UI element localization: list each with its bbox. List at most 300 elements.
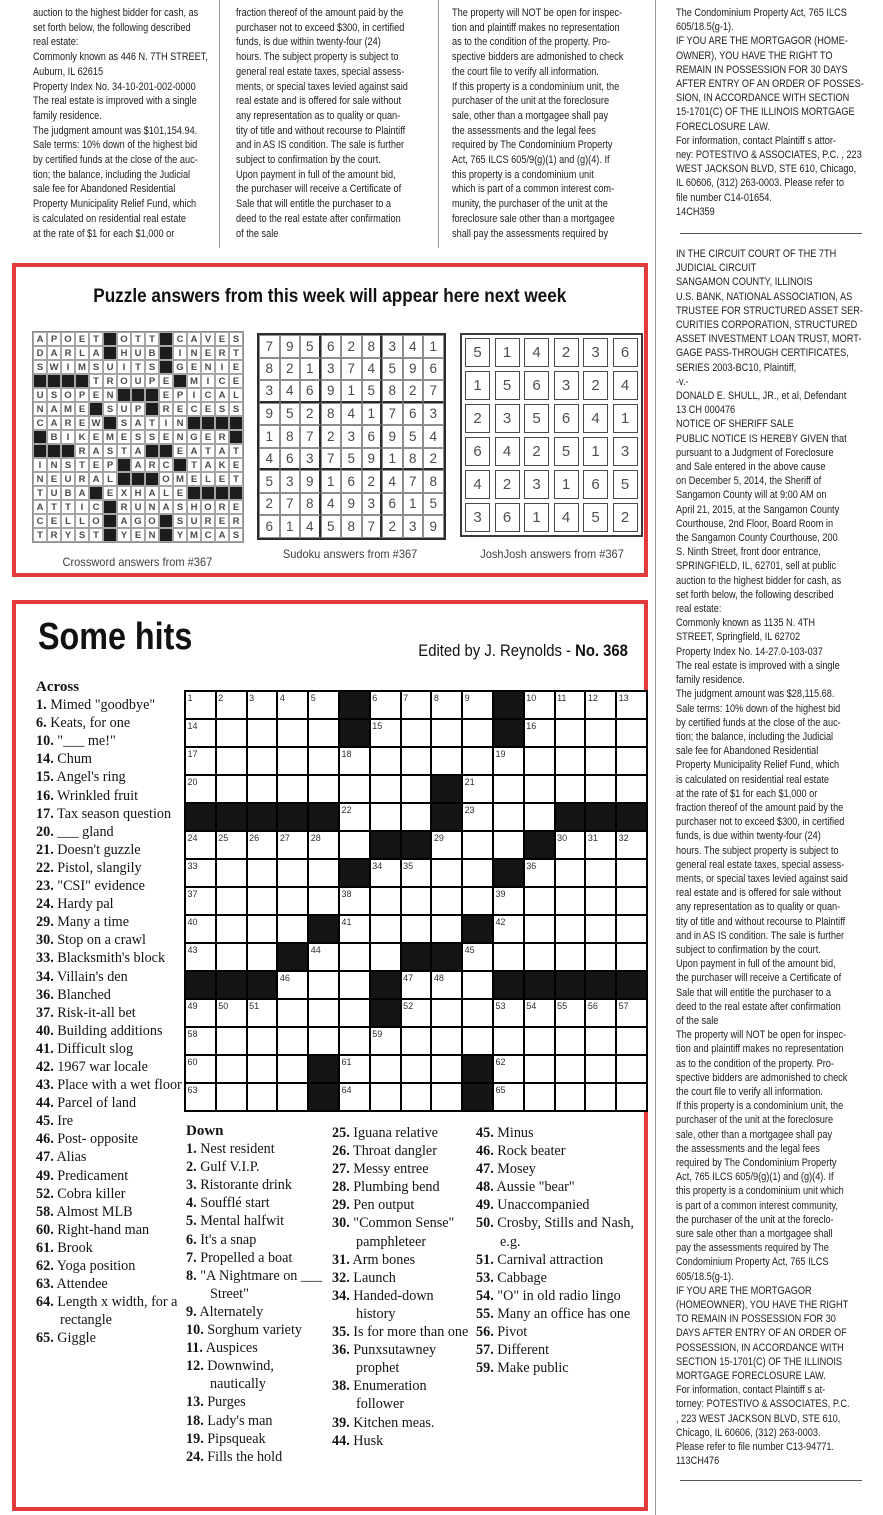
joshjosh-cell: 6 — [554, 404, 579, 433]
text-line: the assessments and the legal fees — [452, 124, 596, 137]
sudoku-cell: 9 — [403, 358, 424, 381]
sudoku-cell: 1 — [280, 515, 301, 538]
text-line: sale fee for Abandoned Residential — [676, 745, 819, 758]
text-line: PUBLIC NOTICE IS HEREBY GIVEN that — [676, 432, 847, 445]
answer-letter-cell: E — [131, 528, 145, 542]
puzzle-answers-box — [12, 263, 648, 577]
clue-number: 54. — [476, 1287, 494, 1304]
answer-letter-cell: R — [229, 514, 243, 528]
sudoku-cell: 2 — [423, 448, 444, 471]
puzzle-byline: Edited by J. Reynolds - No. 368 — [418, 642, 628, 660]
black-square — [585, 803, 616, 831]
answer-letter-cell: I — [159, 416, 173, 430]
text-line: real estate and is offered for sale without — [676, 887, 842, 900]
sudoku-cell: 7 — [382, 403, 403, 426]
joshjosh-cell: 1 — [524, 503, 549, 532]
clue: 35. Is for more than one — [332, 1324, 469, 1341]
text-line: Chicago, IL 60606, (312) 263-0003. — [676, 1426, 821, 1439]
text-line: POSSESSION, IN ACCORDANCE WITH — [676, 1341, 844, 1354]
sudoku-cell: 3 — [341, 425, 362, 448]
grid-square — [555, 915, 586, 943]
grid-square — [585, 691, 616, 719]
black-cell — [33, 444, 47, 458]
black-square — [493, 691, 524, 719]
sudoku-cell: 3 — [403, 515, 424, 538]
text-line: subject to confirmation by the court. — [236, 154, 381, 167]
clue: 57. Different — [476, 1342, 550, 1359]
clue: 19. Pipsqueak — [186, 1430, 266, 1447]
clue: 52. Cobra killer — [36, 1185, 126, 1202]
black-cell — [187, 486, 201, 500]
clue: 26. Throat dangler — [332, 1143, 437, 1160]
clue: 16. Wrinkled fruit — [36, 787, 139, 804]
sudoku-cell: 2 — [362, 470, 383, 493]
grid-square — [493, 943, 524, 971]
answer-letter-cell: E — [201, 346, 215, 360]
text-line: deed to the real estate after confirmation — [236, 212, 401, 225]
answer-letter-cell: E — [89, 430, 103, 444]
clue-number: 38. — [332, 1378, 350, 1395]
answer-letter-cell: E — [229, 500, 243, 514]
grid-square — [277, 915, 308, 943]
square-number: 10 — [526, 692, 537, 703]
clue: 59. Make public — [476, 1360, 569, 1377]
answer-letter-cell: T — [117, 444, 131, 458]
grid-square — [431, 915, 462, 943]
black-cell — [229, 486, 243, 500]
square-number: 28 — [310, 832, 321, 843]
grid-square — [493, 999, 524, 1027]
answer-letter-cell: A — [215, 528, 229, 542]
clue: 24. Fills the hold — [186, 1448, 283, 1465]
clue-number: 27. — [332, 1161, 350, 1178]
answer-letter-cell: U — [103, 360, 117, 374]
grid-square — [616, 1055, 647, 1083]
black-square — [370, 831, 401, 859]
across-header: Across — [36, 679, 80, 695]
text-line: real estate: — [33, 36, 79, 49]
joshjosh-cell: 3 — [495, 404, 520, 433]
text-line: For information, contact Plaintiff s attor- — [676, 134, 836, 147]
grid-square — [555, 943, 586, 971]
clue-number: 7. — [186, 1249, 197, 1266]
grid-square — [216, 915, 247, 943]
clue-number: 53. — [476, 1269, 494, 1286]
grid-square — [370, 719, 401, 747]
grid-square — [401, 887, 432, 915]
clue-number: 49. — [476, 1197, 494, 1214]
clue: 1. Nest resident — [186, 1141, 275, 1158]
square-number: 57 — [618, 1000, 629, 1011]
answer-letter-cell: S — [131, 430, 145, 444]
sudoku-cell: 8 — [403, 448, 424, 471]
sudoku-cell: 7 — [321, 448, 342, 471]
grid-square — [339, 1027, 370, 1055]
answer-letter-cell: T — [33, 528, 47, 542]
clue-number: 19. — [186, 1430, 204, 1447]
answer-letter-cell: E — [75, 402, 89, 416]
answer-letter-cell: O — [117, 374, 131, 388]
grid-square — [185, 1027, 216, 1055]
black-square — [185, 803, 216, 831]
clue: 13. Purges — [186, 1394, 246, 1411]
answer-letter-cell: T — [229, 444, 243, 458]
clue-number: 18. — [186, 1412, 204, 1429]
clue: 60. Right-hand man — [36, 1221, 150, 1238]
text-line: 605/18.5(g-1). — [676, 21, 734, 34]
answer-letter-cell: E — [103, 486, 117, 500]
legal-notice-right-column-block1 — [676, 6, 883, 219]
black-square — [462, 1083, 493, 1111]
clue: 44. Husk — [332, 1432, 384, 1449]
black-square — [339, 859, 370, 887]
grid-square — [493, 747, 524, 775]
answer-letter-cell: A — [187, 444, 201, 458]
clue-number: 36. — [36, 986, 54, 1003]
square-number: 3 — [249, 692, 255, 703]
answer-letter-cell: N — [33, 402, 47, 416]
grid-square — [585, 1055, 616, 1083]
text-line: Act, 765 ILCS 605/9(g)(1) and (g)(4). If — [676, 1171, 834, 1184]
grid-square — [277, 691, 308, 719]
joshjosh-cell: 2 — [465, 404, 490, 433]
grid-square — [216, 887, 247, 915]
grid-square — [493, 915, 524, 943]
square-number: 9 — [464, 692, 470, 703]
clue: 48. Aussie "bear" — [476, 1179, 575, 1196]
answer-letter-cell: S — [145, 430, 159, 444]
clue-number: 64. — [36, 1294, 54, 1311]
grid-square — [555, 747, 586, 775]
clue: 49. Predicament — [36, 1167, 129, 1184]
square-number: 34 — [372, 860, 383, 871]
answer-letter-cell: U — [131, 500, 145, 514]
grid-square — [370, 943, 401, 971]
clue-number: 22. — [36, 859, 54, 876]
joshjosh-cell: 4 — [554, 503, 579, 532]
answer-letter-cell: B — [61, 486, 75, 500]
text-line: of the sale — [676, 1014, 719, 1027]
answer-letter-cell: I — [201, 374, 215, 388]
clue-number: 30. — [36, 932, 54, 949]
answer-letter-cell: E — [75, 332, 89, 346]
answer-letter-cell: E — [215, 332, 229, 346]
grid-square — [370, 1083, 401, 1111]
sudoku-cell: 1 — [321, 470, 342, 493]
grid-square — [555, 831, 586, 859]
grid-square — [401, 999, 432, 1027]
text-line: the assessments and the legal fees — [676, 1142, 820, 1155]
clue: 34. Villain's den — [36, 968, 128, 985]
grid-square — [308, 691, 339, 719]
clue-number: 49. — [36, 1167, 54, 1184]
grid-square — [493, 831, 524, 859]
answer-letter-cell: E — [229, 374, 243, 388]
answer-letter-cell: A — [89, 472, 103, 486]
black-cell — [159, 514, 173, 528]
text-line: IF YOU ARE THE MORTGAGOR — [676, 1284, 812, 1297]
answer-letter-cell: S — [173, 500, 187, 514]
grid-square — [616, 775, 647, 803]
joshjosh-cell: 5 — [524, 404, 549, 433]
text-line: ments, or special taxes levied against said — [676, 872, 848, 885]
answer-letter-cell: S — [229, 402, 243, 416]
clue-number: 50. — [476, 1215, 494, 1232]
grid-square — [277, 719, 308, 747]
joshjosh-cell: 5 — [554, 437, 579, 466]
grid-square — [401, 775, 432, 803]
clue-number: 33. — [36, 950, 54, 967]
text-line: purchaser of the unit at the foreclosure — [676, 1114, 834, 1127]
grid-square — [185, 775, 216, 803]
text-line: auction to the highest bidder for cash, as — [676, 574, 842, 587]
clue-number: 62. — [36, 1258, 54, 1274]
clue-number: 56. — [476, 1324, 494, 1341]
square-number: 51 — [249, 1000, 260, 1011]
answer-letter-cell: A — [131, 458, 145, 472]
square-number: 17 — [187, 748, 198, 759]
black-square — [524, 971, 555, 999]
text-line: required by The Condominium Property — [676, 1157, 837, 1169]
legal-notice-right-column-block2 — [676, 247, 883, 1468]
sudoku-cell: 1 — [362, 403, 383, 426]
clue: 44. Parcel of land — [36, 1095, 137, 1112]
answer-letter-cell: E — [173, 402, 187, 416]
answer-letter-cell: A — [33, 332, 47, 346]
black-cell — [103, 416, 117, 430]
down-clues-column-2 — [332, 1124, 476, 1450]
text-line: TRUSTEE FOR STRUCTURED ASSET SER- — [676, 304, 863, 317]
text-line: at the rate of $1 for each $1,000 or — [676, 787, 818, 800]
answer-letter-cell: S — [145, 360, 159, 374]
clue-number: 59. — [476, 1360, 494, 1377]
sudoku-cell: 4 — [341, 403, 362, 426]
clue: 41. Difficult slog — [36, 1040, 134, 1057]
grid-square — [216, 859, 247, 887]
clue-number: 29. — [332, 1197, 350, 1214]
answer-letter-cell: I — [75, 500, 89, 514]
sudoku-cell: 1 — [382, 448, 403, 471]
joshjosh-cell: 2 — [583, 371, 608, 400]
answer-letter-cell: T — [75, 458, 89, 472]
crossword-puzzle-box — [12, 600, 648, 1511]
grid-square — [277, 1055, 308, 1083]
square-number: 18 — [341, 748, 352, 759]
crossword-answer-caption: Crossword answers from #367 — [62, 555, 212, 569]
clue: 64. Length x width, for a rectangle — [36, 1294, 178, 1329]
square-number: 61 — [341, 1056, 352, 1067]
answer-letter-cell: I — [173, 346, 187, 360]
sudoku-cell: 1 — [259, 425, 280, 448]
answer-letter-cell: R — [47, 528, 61, 542]
black-cell — [117, 458, 131, 472]
answer-letter-cell: M — [187, 374, 201, 388]
clue-number: 11. — [186, 1340, 203, 1357]
grid-square — [462, 775, 493, 803]
grid-square — [308, 971, 339, 999]
grid-square — [401, 719, 432, 747]
grid-square — [185, 915, 216, 943]
text-line: ments, or special taxes levied against said — [236, 80, 408, 93]
grid-square — [216, 1027, 247, 1055]
answer-letter-cell: A — [145, 486, 159, 500]
grid-square — [493, 1055, 524, 1083]
answer-letter-cell: H — [131, 486, 145, 500]
clue-number: 61. — [36, 1239, 54, 1256]
black-square — [431, 943, 462, 971]
black-cell — [201, 486, 215, 500]
answer-letter-cell: A — [117, 514, 131, 528]
answer-letter-cell: E — [229, 458, 243, 472]
clue: 63. Attendee — [36, 1276, 108, 1293]
clue: 29. Many a time — [36, 914, 129, 931]
sudoku-cell: 2 — [280, 358, 301, 381]
answer-letter-cell: R — [215, 430, 229, 444]
puzzle-number: No. 368 — [575, 642, 628, 660]
clue: 4. Soufflé start — [186, 1195, 270, 1212]
down-header: Down — [186, 1123, 224, 1139]
black-square — [616, 803, 647, 831]
answer-letter-cell: V — [201, 332, 215, 346]
sudoku-cell: 6 — [341, 470, 362, 493]
grid-square — [431, 999, 462, 1027]
text-line: sale, other than a mortgagee shall pay — [676, 1128, 833, 1141]
answer-letter-cell: T — [187, 458, 201, 472]
grid-square — [462, 1027, 493, 1055]
answer-letter-cell: T — [131, 332, 145, 346]
text-line: purchaser not to exceed $300, in certified — [236, 21, 405, 34]
grid-square — [339, 1083, 370, 1111]
grid-square — [247, 1083, 278, 1111]
grid-square — [247, 691, 278, 719]
square-number: 47 — [403, 972, 414, 983]
text-line: which is part of a common interest com- — [452, 183, 615, 196]
clue: 30. Stop on a crawl — [36, 932, 146, 949]
text-line: The judgment amount was $101,154.94. — [33, 124, 198, 137]
grid-square — [555, 887, 586, 915]
clue: 2. Gulf V.I.P. — [186, 1159, 260, 1176]
text-line: 14CH359 — [676, 205, 715, 218]
square-number: 30 — [557, 832, 568, 843]
clue: 28. Plumbing bend — [332, 1179, 440, 1196]
clue-number: 52. — [36, 1185, 54, 1202]
grid-square — [555, 1027, 586, 1055]
grid-square — [555, 859, 586, 887]
joshjosh-cell: 6 — [465, 437, 490, 466]
answer-letter-cell: O — [117, 332, 131, 346]
grid-square — [462, 831, 493, 859]
joshjosh-cell: 5 — [583, 503, 608, 532]
answer-letter-cell: M — [61, 402, 75, 416]
black-cell — [117, 388, 131, 402]
sudoku-cell: 3 — [300, 448, 321, 471]
clue-number: 51. — [476, 1251, 494, 1268]
clue: 61. Brook — [36, 1239, 93, 1256]
grid-square — [339, 831, 370, 859]
grid-square — [401, 803, 432, 831]
text-line: general real estate taxes, special assess- — [676, 858, 845, 871]
grid-square — [431, 859, 462, 887]
answer-letter-cell: A — [47, 402, 61, 416]
text-line: For information, contact Plaintiff s at- — [676, 1384, 826, 1397]
answer-letter-cell: S — [75, 528, 89, 542]
answer-letter-cell: T — [145, 332, 159, 346]
clue: 54. "O" in old radio lingo — [476, 1287, 621, 1304]
grid-square — [462, 859, 493, 887]
text-line: Sale terms: 10% down of the highest bid — [33, 139, 198, 152]
clue-number: 36. — [332, 1342, 350, 1359]
black-cell — [215, 416, 229, 430]
grid-square — [216, 1055, 247, 1083]
answer-letter-cell: I — [187, 388, 201, 402]
clue-number: 39. — [332, 1414, 350, 1431]
clue: 43. Place with a wet floor — [36, 1077, 182, 1094]
clue: 18. Lady's man — [186, 1412, 273, 1429]
grid-square — [524, 747, 555, 775]
sudoku-cell: 1 — [403, 493, 424, 516]
grid-square — [370, 887, 401, 915]
clue-number: 23. — [36, 878, 54, 895]
joshjosh-cell: 2 — [613, 503, 638, 532]
grid-square — [277, 775, 308, 803]
sudoku-cell: 8 — [423, 470, 444, 493]
clue: 32. Launch — [332, 1269, 396, 1286]
answer-letter-cell: M — [103, 430, 117, 444]
clue: 39. Kitchen meas. — [332, 1414, 435, 1431]
text-line: REMAIN IN POSSESSION FOR 30 DAYS — [676, 63, 848, 76]
grid-square — [216, 943, 247, 971]
black-square — [247, 971, 278, 999]
black-square — [493, 971, 524, 999]
black-square — [401, 831, 432, 859]
clue: 65. Giggle — [36, 1330, 96, 1347]
text-line: the court file to verify all information. — [452, 65, 599, 78]
square-number: 62 — [495, 1056, 506, 1067]
clue: 14. Chum — [36, 751, 92, 768]
answer-letter-cell: E — [89, 388, 103, 402]
text-line: Please refer to file number C13-94771. — [676, 1441, 835, 1454]
answer-letter-cell: K — [215, 458, 229, 472]
answer-letter-cell: R — [75, 472, 89, 486]
black-square — [370, 971, 401, 999]
answer-letter-cell: G — [187, 430, 201, 444]
black-cell — [201, 416, 215, 430]
grid-square — [616, 747, 647, 775]
sudoku-cell: 5 — [382, 358, 403, 381]
text-line: the purchaser of the unit at the foreclo- — [676, 1213, 834, 1226]
clue-number: 58. — [36, 1203, 54, 1220]
answer-letter-cell: O — [201, 500, 215, 514]
text-line: If this property is a condominium unit, the — [676, 1100, 844, 1113]
answer-letter-cell: H — [117, 346, 131, 360]
answer-letter-cell: B — [47, 430, 61, 444]
answer-letter-cell: S — [89, 360, 103, 374]
clue: 45. Ire — [36, 1113, 74, 1130]
sudoku-cell: 7 — [403, 470, 424, 493]
clue-number: 1. — [36, 697, 47, 714]
answer-letter-cell: G — [173, 360, 187, 374]
answer-letter-cell: X — [117, 486, 131, 500]
grid-square — [524, 803, 555, 831]
text-line: STREET, Springfield, IL 62702 — [676, 631, 801, 644]
answer-letter-cell: A — [47, 346, 61, 360]
answer-letter-cell: U — [117, 402, 131, 416]
text-line: at the rate of $1 for each $1,000 or — [33, 227, 175, 240]
grid-square — [555, 1055, 586, 1083]
clue: 40. Building additions — [36, 1022, 163, 1039]
grid-square — [431, 691, 462, 719]
grid-square — [462, 971, 493, 999]
